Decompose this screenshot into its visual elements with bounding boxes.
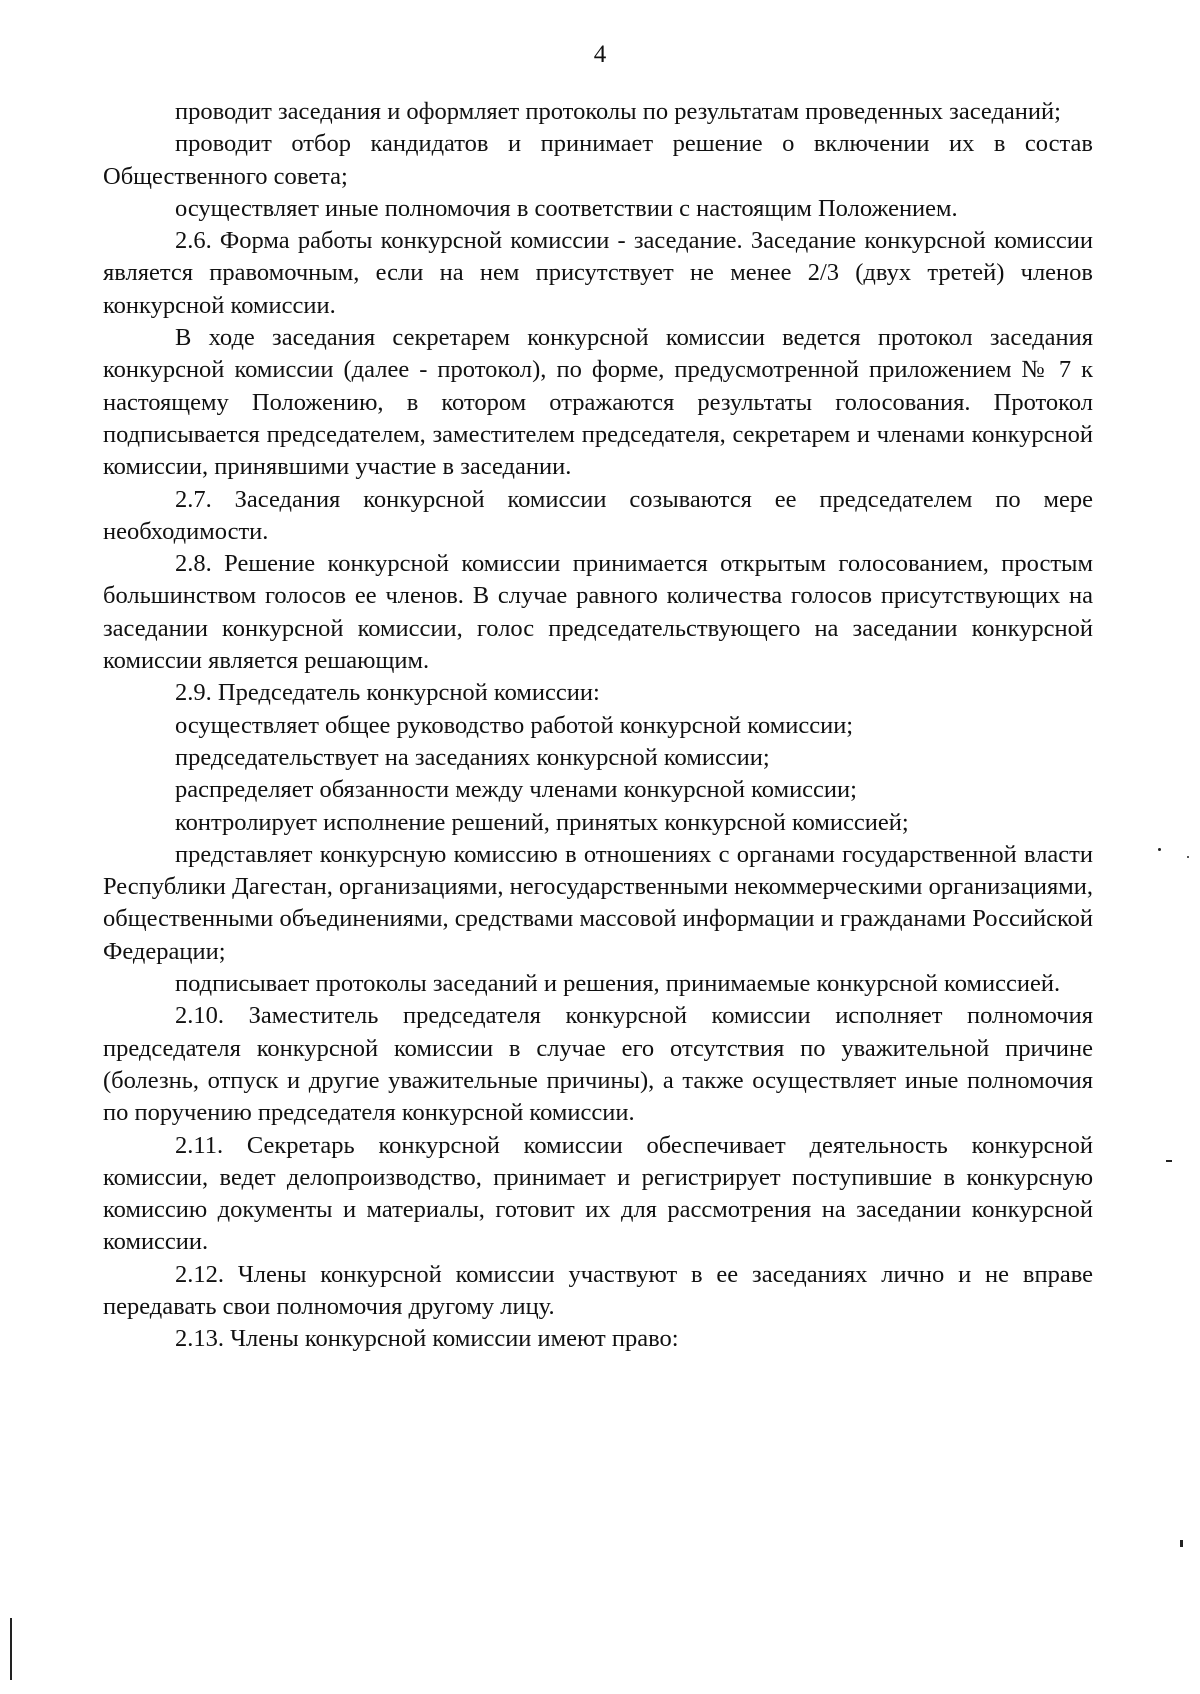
paragraph: осуществляет общее руководство работой конкурсной комиссии; xyxy=(175,711,854,739)
document-body xyxy=(103,96,1093,1356)
paragraph: 2.10. Заместитель председателя конкурсной комиссии исполняет полномочия председателя конкурсной комиссии в случае его отсутствия по уважительной причине (болезнь, отпуск и другие уважительные причины), а также осуществляет иные полномочия по поручению председателя конкурсной комиссии. xyxy=(103,1002,1093,1127)
paragraph: 2.6. Форма работы конкурсной комиссии - заседание. Заседание конкурсной комиссии является правомочным, если на нем присутствует не менее 2/3 (двух третей) членов конкурсной комиссии. xyxy=(103,227,1093,319)
paragraph: подписывает протоколы заседаний и решения, принимаемые конкурсной комиссией. xyxy=(175,970,1061,998)
paragraph: 2.9. Председатель конкурсной комиссии: xyxy=(175,679,600,707)
paragraph: проводит отбор кандидатов и принимает решение о включении их в состав Общественного совета; xyxy=(103,130,1093,190)
paragraph: распределяет обязанности между членами конкурсной комиссии; xyxy=(175,776,857,804)
page-number: 4 xyxy=(593,41,607,68)
scan-speck xyxy=(1166,1160,1172,1162)
paragraph: 2.12. Члены конкурсной комиссии участвуют в ее заседаниях лично и не вправе передавать свои полномочия другому лицу. xyxy=(103,1260,1093,1320)
scan-speck xyxy=(1180,1540,1183,1547)
paragraph: 2.7. Заседания конкурсной комиссии созываются ее председателем по мере необходимости. xyxy=(103,485,1093,545)
scan-speck xyxy=(1158,848,1161,851)
paragraph: В ходе заседания секретарем конкурсной комиссии ведется протокол заседания конкурсной комиссии (далее - протокол), по форме, предусмотренной приложением № 7 к настоящему Положению, в котором отражаются результаты голосования. Протокол подписывается председателем, заместителем председателя, секретарем и членами конкурсной комиссии, принявшими участие в заседании. xyxy=(103,324,1093,481)
paragraph: представляет конкурсную комиссию в отношениях с органами государственной власти Республики Дагестан, организациями, негосударственными некоммерческими организациями, общественными объединениями, средствами массовой информации и гражданами Российской Федерации; xyxy=(103,840,1093,965)
paragraph: проводит заседания и оформляет протоколы по результатам проведенных заседаний; xyxy=(175,98,1061,125)
scan-speck xyxy=(1187,856,1189,858)
paragraph: 2.13. Члены конкурсной комиссии имеют право: xyxy=(175,1325,679,1353)
paragraph: председательствует на заседаниях конкурсной комиссии; xyxy=(175,743,770,771)
scan-edge-line xyxy=(10,1618,12,1680)
paragraph: контролирует исполнение решений, принятых конкурсной комиссией; xyxy=(175,808,909,836)
paragraph: 2.11. Секретарь конкурсной комиссии обеспечивает деятельность конкурсной комиссии, ведет делопроизводство, принимает и регистрирует поступившие в конкурсную комиссию документы и материалы, готовит их для рассмотрения на заседании конкурсной комиссии. xyxy=(103,1131,1093,1256)
paragraph: 2.8. Решение конкурсной комиссии принимается открытым голосованием, простым большинством голосов ее членов. В случае равного количества голосов присутствующих на заседании конкурсной комиссии, голос председательствующего на заседании конкурсной комиссии является решающим. xyxy=(103,550,1093,675)
paragraph: осуществляет иные полномочия в соответствии с настоящим Положением. xyxy=(175,194,958,222)
